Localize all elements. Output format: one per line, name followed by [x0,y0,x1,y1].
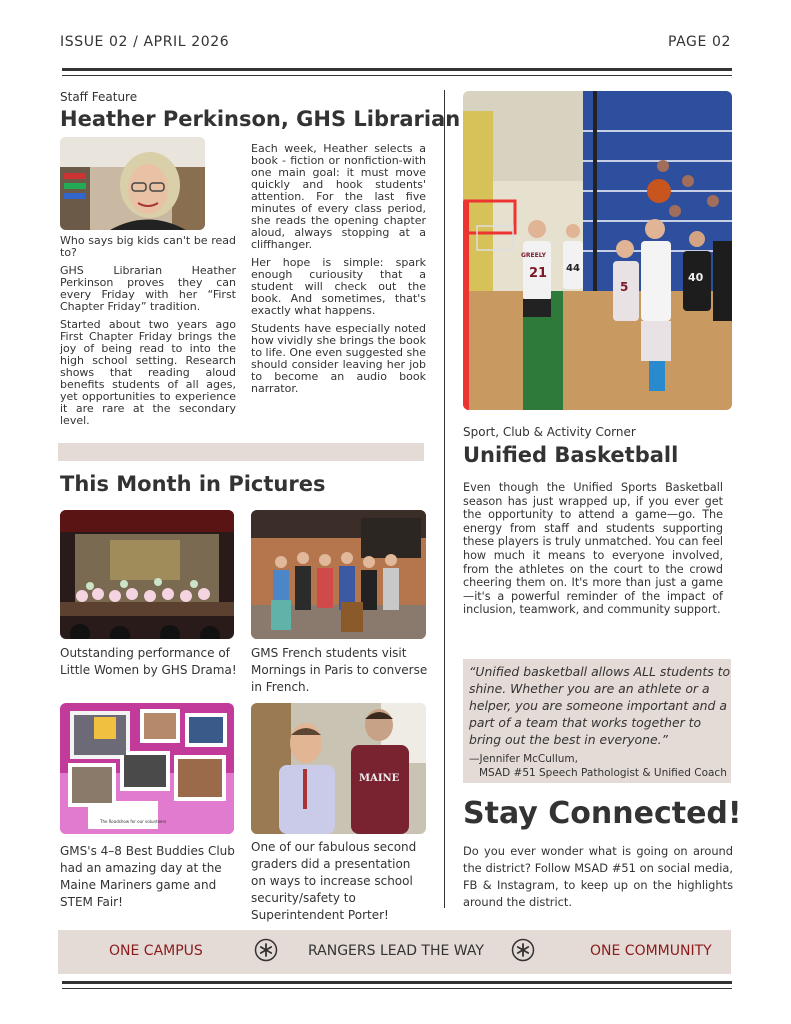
caption-french: GMS French students visit Mornings in Paris to converse in French. [251,646,428,694]
quote-text: “Unified basketball allows ALL students to shine. Whether you are an athlete or a helper, you are someone important and a part of a team that works together to bring out the best in everyone.” [469,664,731,747]
asterisk-circle-icon [254,938,278,962]
staff-paragraph: GHS Librarian Heather Perkinson proves they can every Friday with her “First Chapter Friday” tradition. [60,264,236,313]
column-divider [444,90,445,908]
caption-presentation: One of our fabulous second graders did a presentation on ways to increase school security/safety to Superintendent Porter! [251,840,417,922]
staff-title: Heather Perkinson, GHS Librarian [60,107,461,131]
connected-title: Stay Connected! [463,796,742,831]
section-divider-band [58,443,424,461]
staff-kicker: Staff Feature [60,90,138,104]
jersey-number-44: 44 [566,263,580,274]
sports-body: Even though the Unified Sports Basketball season has just wrapped up, if you ever get the opportunity to attend a game—go. The energy from staff and students supporting these players is truly unmatched. You can feel how much it means to everyone involved, from the athletes on the court to the crowd cheering them on. It's more than just a game—it's a powerful reminder of the impact of inclusion, teamwork, and community support. [463,481,723,617]
issue-label: ISSUE 02 / APRIL 2026 [60,34,230,50]
collage-footer-text: The Roadshow for our volunteers [100,819,167,824]
asterisk-circle-icon [511,938,535,962]
best-buddies-collage [60,703,234,834]
sports-kicker: Sport, Club & Activity Corner [463,425,636,439]
presentation-photo [251,703,426,834]
caption-drama: Outstanding performance of Little Women by GHS Drama! [60,646,237,677]
footer-left: ONE CAMPUS [109,943,203,959]
caption-best-buddies: GMS's 4–8 Best Buddies Club had an amazing day at the Maine Mariners game and STEM Fair! [60,844,235,909]
quote-attribution-role: MSAD #51 Speech Pathologist & Unified Coach [479,767,727,779]
sports-title: Unified Basketball [463,443,679,467]
staff-column-2 [251,143,426,401]
pictures-title: This Month in Pictures [60,472,326,496]
greely-jersey-text: GREELY [521,252,546,259]
jersey-number-40: 40 [688,271,704,284]
footer-band [58,930,731,974]
staff-paragraph: Students have especially noted how vividly she brings the book to life. One even suggested she should consider leaving her job to become an audio book narrator. [251,322,426,395]
quote-attribution-name: —Jennifer McCullum, [469,753,578,765]
staff-column-1 [60,235,236,433]
header-rule-thin [62,75,732,76]
footer-right: ONE COMMUNITY [590,943,712,959]
page-number: PAGE 02 [667,34,731,50]
drama-photo [60,510,234,639]
footer-rule-thin [62,988,732,989]
basketball-photo [463,91,732,410]
header-rule-thick [62,68,732,71]
footer-rule-thick [62,981,732,984]
footer-center: RANGERS LEAD THE WAY [308,943,484,959]
maine-shirt-text: MAINE [359,773,400,784]
french-trip-photo [251,510,426,639]
connected-body: Do you ever wonder what is going on around the district? Follow MSAD #51 on social media, FB & Instagram, to keep up on the highlights around the district. [463,844,733,909]
jersey-number-21: 21 [529,266,548,281]
staff-paragraph: Started about two years ago First Chapter Friday brings the joy of being read to into the high school setting. Research shows that reading aloud benefits students of all ages, yet opportunities to experience it are rare at the secondary level. [60,318,236,427]
staff-paragraph: Each week, Heather selects a book - fiction or nonfiction-with one main goal: it must move quickly and hook students' attention. For the last five minutes of every class period, she reads the opening chapter aloud, always stopping at a cliffhanger. [251,142,426,251]
jersey-number-5: 5 [620,280,629,294]
staff-paragraph: Her hope is simple: spark enough curiousity that a student will check out the book. And sometimes, that's exactly what happens. [251,256,426,317]
heather-photo [60,137,205,230]
quote-box [463,659,731,783]
staff-paragraph: Who says big kids can't be read to? [60,234,236,259]
